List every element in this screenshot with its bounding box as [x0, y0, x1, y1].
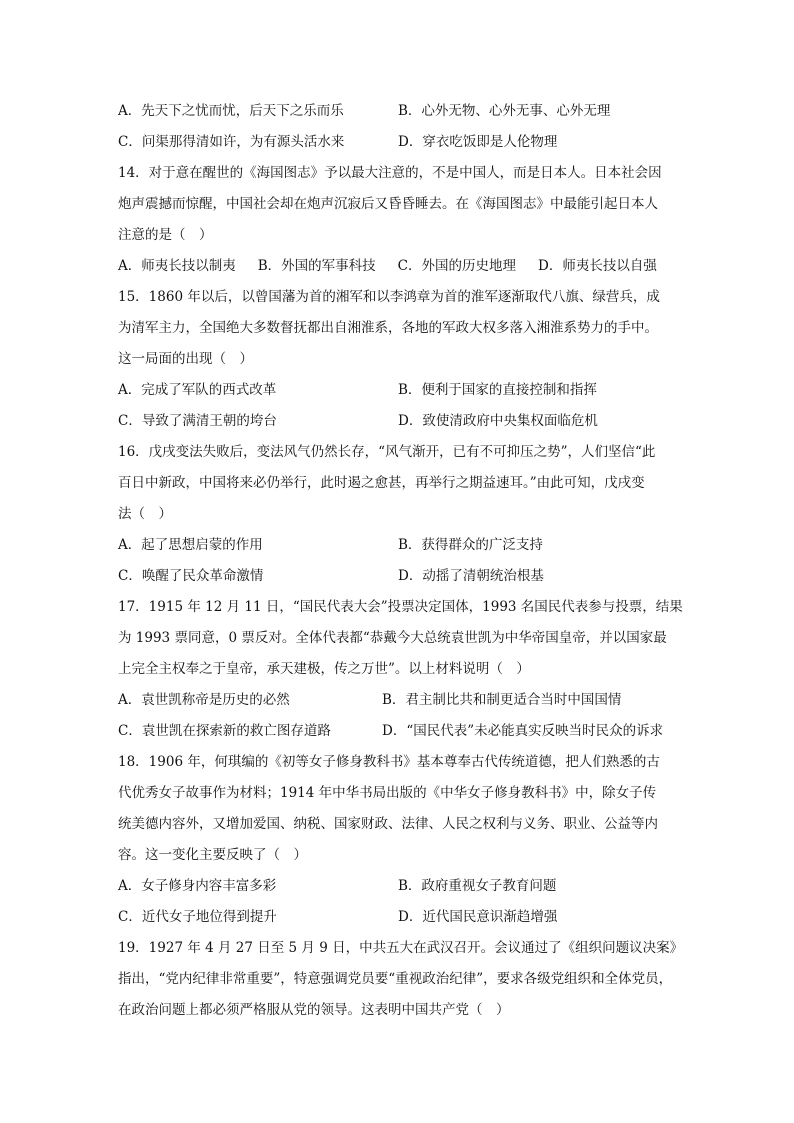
q13-options-row-1: [118, 96, 678, 127]
q18-option-b: B．政府重视女子教育问题: [398, 878, 557, 894]
q17-option-b: B．君主制比共和制更适合当时中国国情: [382, 692, 622, 708]
q18-options-row-2: [118, 902, 678, 933]
q18-stem-line-1: 18．1906 年，何琪编的《初等女子修身教科书》基本尊奉古代传统道德，把人们熟悉的古: [118, 754, 660, 770]
q14-options-row: [118, 251, 678, 282]
q17-options-row-1: [118, 685, 678, 716]
q17-stem-line-2: 为 1993 票同意，0 票反对。全体代表都“恭戴今大总统袁世凯为中华帝国皇帝，并以国家最: [118, 630, 667, 646]
q13-option-d: D．穿衣吃饭即是人伦物理: [398, 134, 558, 150]
q14-stem-line-3: 注意的是（ ）: [118, 227, 213, 243]
q17-options-row-2: [118, 716, 678, 747]
q18-option-a: A．女子修身内容丰富多彩: [118, 878, 277, 894]
q16-option-c: C．唤醒了民众革命激情: [118, 568, 264, 584]
q16-stem-line-1: 16．戊戌变法失败后，变法风气仍然长存，“风气渐开，已有不可抑压之势”，人们坚信“此: [118, 444, 656, 460]
q14-option-a: A．师夷长技以制夷: [118, 258, 236, 274]
q19-stem-line-2: 指出，“党内纪律非常重要”，特意强调党员要“重视政治纪律”，要求各级党组织和全体党员，: [118, 971, 673, 987]
q17-option-d: D．“国民代表”未必能真实反映当时民众的诉求: [382, 723, 664, 739]
q19-stem-line-1: 19．1927 年 4 月 27 日至 5 月 9 日，中共五大在武汉召开。会议通过了《组织问题议决案》: [118, 940, 684, 956]
q16-option-a: A．起了思想启蒙的作用: [118, 537, 263, 553]
q19-stem-line-3: 在政治问题上都必须严格服从党的领导。这表明中国共产党（ ）: [118, 1002, 510, 1018]
q16-stem-line-2: 百日中新政，中国将来必仍举行，此时遏之愈甚，再举行之期益速耳。”由此可知，戊戌变: [118, 475, 645, 491]
q15-stem-line-1: 15．1860 年以后，以曾国藩为首的湘军和以李鸿章为首的淮军逐渐取代八旗、绿营兵，成: [118, 289, 660, 305]
q18-options-row-1: [118, 871, 678, 902]
q15-stem-line-3: 这一局面的出现（ ）: [118, 351, 253, 367]
q17-option-c: C．袁世凯在探索新的救亡图存道路: [118, 723, 331, 739]
q18-option-c: C．近代女子地位得到提升: [118, 909, 277, 925]
q17-option-a: A．袁世凯称帝是历史的必然: [118, 692, 290, 708]
q17-stem-line-3: 上完全主权奉之于皇帝，承天建极，传之万世”。以上材料说明（ ）: [118, 661, 530, 677]
q13-option-a: A．先天下之忧而忧，后天下之乐而乐: [118, 103, 344, 119]
q15-option-c: C．导致了满清王朝的垮台: [118, 413, 277, 429]
q18-stem-line-3: 统美德内容外，又增加爱国、纳税、国家财政、法律、人民之权利与义务、职业、公益等内: [118, 816, 658, 832]
q15-option-d: D．致使清政府中央集权面临危机: [398, 413, 598, 429]
q15-option-a: A．完成了军队的西式改革: [118, 382, 277, 398]
q15-stem-line-2: 为清军主力，全国绝大多数督抚都出自湘淮系，各地的军政大权多落入湘淮系势力的手中。: [118, 320, 658, 336]
q14-option-b: B．外国的军事科技: [257, 258, 376, 274]
q16-options-row-1: [118, 530, 678, 561]
q14-stem-line-2: 炮声震撼而惊醒，中国社会却在炮声沉寂后又昏昏睡去。在《海国图志》中最能引起日本人: [118, 196, 658, 212]
q16-option-d: D．动摇了清朝统治根基: [398, 568, 544, 584]
q13-options-row-2: [118, 127, 678, 158]
q13-option-b: B．心外无物、心外无事、心外无理: [398, 103, 611, 119]
q14-stem-line-1: 14．对于意在醒世的《海国图志》予以最大注意的，不是中国人，而是日本人。日本社会因: [118, 165, 662, 181]
q16-stem-line-3: 法（ ）: [118, 506, 172, 522]
q16-options-row-2: [118, 561, 678, 592]
q15-options-row-2: [118, 406, 678, 437]
q14-option-c: C．外国的历史地理: [397, 258, 517, 274]
q18-stem-line-4: 容。这一变化主要反映了（ ）: [118, 847, 307, 863]
q16-option-b: B．获得群众的广泛支持: [398, 537, 543, 553]
q18-option-d: D．近代国民意识渐趋增强: [398, 909, 558, 925]
exam-page: [118, 96, 684, 1026]
q15-option-b: B．便利于国家的直接控制和指挥: [398, 382, 597, 398]
q15-options-row-1: [118, 375, 678, 406]
q14-option-d: D．师夷长技以自强: [538, 258, 657, 274]
q17-stem-line-1: 17．1915 年 12 月 11 日，“国民代表大会”投票决定国体，1993 名国民代表参与投票，结果: [118, 599, 683, 615]
q13-option-c: C．问渠那得清如许，为有源头活水来: [118, 134, 345, 150]
q18-stem-line-2: 代优秀女子故事作为材料；1914 年中华书局出版的《中华女子修身教科书》中，除女子传: [118, 785, 657, 801]
